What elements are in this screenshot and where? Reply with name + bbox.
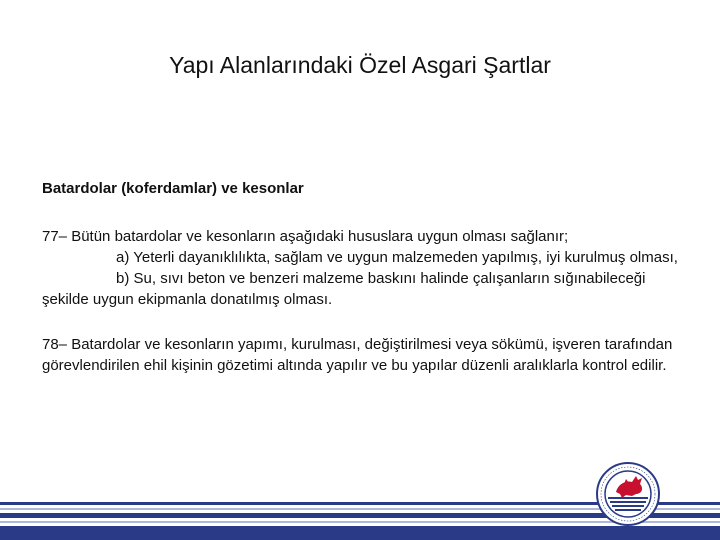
- item-77-b-text: Su, sıvı beton ve benzeri malzeme baskını halinde çalışanların sığınabileceği şekilde uygun ekipmanla donatılmış olması.: [42, 270, 646, 308]
- slide-content: [42, 178, 692, 376]
- item-77-a-text: Yeterli dayanıklılıkta, sağlam ve uygun malzemeden yapılmış, iyi kurulmuş olması,: [129, 249, 678, 266]
- item-77-a-paragraph: [42, 247, 692, 268]
- item-77-number: 77–: [42, 228, 68, 245]
- footer-stripe: [0, 526, 720, 540]
- item-77-text: Bütün batardolar ve kesonların aşağıdaki hususlara uygun olması sağlanır;: [67, 228, 569, 245]
- slide-title: Yapı Alanlarındaki Özel Asgari Şartlar: [169, 52, 551, 78]
- item-77-a-label: a): [116, 249, 130, 266]
- item-77-b-paragraph: [42, 268, 692, 310]
- item-78-text: Batardolar ve kesonların yapımı, kurulması, değiştirilmesi veya sökümü, işveren tarafından görevlendirilen ehil kişinin gözetimi altında yapılır ve bu yapılar düzenli aralıklarla kontrol edilir.: [42, 336, 673, 374]
- university-seal-graphic: [596, 462, 660, 526]
- university-seal-icon: [596, 462, 660, 526]
- section-heading: Batardolar (koferdamlar) ve kesonlar: [42, 180, 304, 197]
- item-78-paragraph: [42, 334, 692, 376]
- item-78-number: 78–: [42, 336, 68, 353]
- item-77-paragraph: [42, 226, 692, 247]
- item-77-b-label: b): [116, 270, 130, 287]
